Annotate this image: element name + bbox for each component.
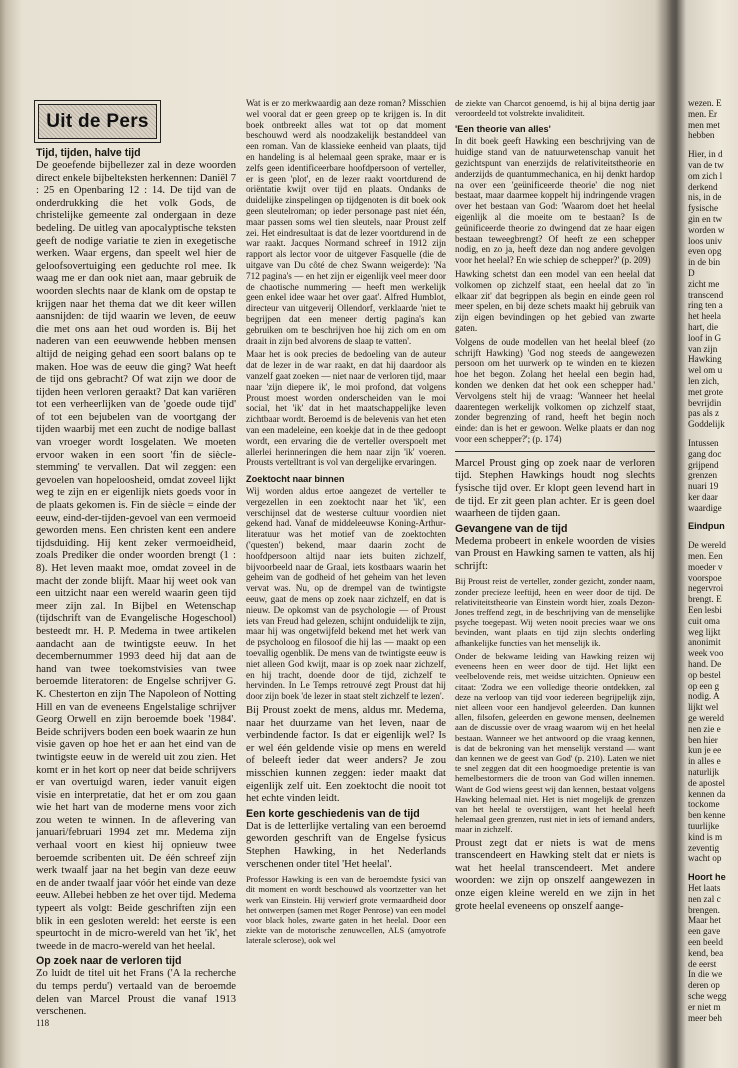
quote-paragraph: Professor Hawking is een van de beroemdste fysici van dit moment en wordt beschouwd als voortzetter van het werk van Einstein. Hij verwierf grote vermaardheid door het ontwerpen (samen met Roger Penrose) van een model voor black holes, zwarte gaten in het heelal. Door een ziekte van de motorische zenuwcellen, ALS (amyotrofe laterale sclerose), ook wel	[246, 874, 446, 946]
paragraph: Wij worden aldus ertoe aangezet de verteller te vergezellen in een zoektocht naar het 'ik', een verschijnsel dat de westerse cultuur voordien niet gekend had. Vanaf de middeleeuwse Koning-Arthur-literatuur was het motief van de zoektochten ('questen') bekend, maar daarin zocht de hoofdpersoon altijd naar iets buiten zichzelf, bijvoorbeeld naar de Graal, iets kostbaars waarin het geheim van de godheid of het geheim van het leven vervat was. Nu, op de drempel van de twintigste eeuw, gaat de mens op zoek naar zichzelf, en dat is nieuw. De opkomst van de psychologie — of Proust iets van Freud had gelezen, schijnt onduidelijk te zijn, maar hij was ongetwijfeld bekend met het werk van de psycholoog en filosoof die hij las — maakt op een toevallig ogenblik. De mens van de twintigste eeuw is niet alleen God kwijt, maar is op zoek naar zichzelf, en hij tracht, doende door de tijd, zichzelf te hervinden. In Le Temps retrouvé zegt Proust dat hij door zijn boek 'de lezer in staat stelt zichzelf te lezen'.	[246, 486, 446, 702]
paragraph: Maar het is ook precies de bedoeling van de auteur dat de lezer in de war raakt, en dat hij daardoor als vanzelf gaat zoeken — niet naar de verloren tijd, maar naar 'zijn diepere ik', le moi profond, dat volgens Proust moest worden onderscheiden van le moi social, het 'ik' dat in het maatschappelijke leven zichtbaar wordt. Beroemd is de belevenis van het eten van een madeleine, een koekje dat in de thee gedoopt wordt, een ervaring die de verteller overspoelt met allerlei herinneringen die hem naar zijn 'ik' voeren. Prousts vertelltrant is vol van dergelijke ervaringen.	[246, 349, 446, 468]
page-fold-shadow	[658, 0, 688, 1068]
cropped-line: week voo	[688, 648, 724, 659]
divider	[455, 451, 655, 452]
cropped-line: met grote	[688, 386, 723, 397]
cropped-line: men met	[688, 119, 720, 130]
cropped-line: Het laats	[688, 882, 721, 893]
paragraph: In dit boek geeft Hawking een beschrijving van de huidige stand van de natuurwetenschap vanuit het gezichtspunt van enerzijds de relativiteitstheorie en anderzijds de quantummechanica, en hij denkt hardop na over een 'geünificeerde theorie' die nog niet bestaat, maar daarmee koppelt hij indringende vragen over het bestaan van God: 'Waarom doet het heelal eigenlijk al die moeite om te bestaan? Is de geünificeerde theorie zo dwingend dat ze haar eigen bestaan teweegbrengt? Of heeft ze een schepper nodig, en zo ja, heeft deze dan nog andere gevolgen voor het heelal? En wie schiep de schepper?' (p. 209)	[455, 136, 655, 266]
cropped-line: op bestel	[688, 669, 721, 680]
paragraph: Bij Proust zoekt de mens, aldus mr. Medema, naar het duurzame van het leven, naar de verbindende factor. Is dat er eigenlijk wel? Is er wel één geldende visie op mens en wereld of beleeft ieder dat weer anders? Je zou misschien kunnen zeggen: ieder maakt dat eigenlijk zelf uit. Een zoektocht die nooit tot het echte vinden leidt.	[246, 705, 446, 805]
cropped-line: zicht me	[688, 278, 720, 289]
paragraph: Marcel Proust ging op zoek naar de verloren tijd. Stephen Hawkings houdt nog slechts fysische tijd over. Er klopt geen levend hart in de tijd. Er zit geen plan achter. Er is geen doel waarheen de tijden gaan.	[455, 457, 655, 520]
cropped-line: ben hier	[688, 734, 718, 745]
cropped-line: bevrijdin	[688, 397, 722, 408]
cropped-line: voorspoe	[688, 572, 722, 583]
cropped-line: D	[688, 267, 695, 278]
cropped-line: de apostel	[688, 777, 725, 788]
section-heading: 'Een theorie van alles'	[455, 124, 551, 135]
cropped-line: Hawking	[688, 354, 722, 365]
paragraph: Medema probeert in enkele woorden de visies van Proust en Hawking samen te vatten, als hij schrijft:	[455, 535, 655, 572]
column-3	[455, 98, 655, 916]
cropped-line: men. Er	[688, 108, 718, 119]
page-number: 118	[36, 1018, 50, 1028]
cropped-line: gin en tw	[688, 213, 723, 224]
cropped-line: wel om u	[688, 365, 723, 376]
cropped-line: om zich l	[688, 170, 723, 181]
cropped-line: wezen. E	[688, 98, 722, 108]
cropped-line: hand. De	[688, 659, 722, 670]
paragraph: Wat is er zo merkwaardig aan deze roman? Misschien wel vooral dat er geen greep op te krijgen is. In dit boek ontbreekt alles wat tot op dat moment beschouwd werd als noodzakelijk bestanddeel van een roman. Van de klassieke eenheid van plaats, tijd en handeling is al helemaal geen sprake, maar er is zelfs geen identificeerbare hoofdpersoon of verteller, er is geen 'plot', en de lezer raakt voortdurend de oriëntatie kwijt over tijd en plaats. Ondanks de duidelijke zinspelingen op tijdgenoten is dit boek ook geen sleutelroman; op ieder personage past niet één, maar passen soms wel tien sleutels, naar Proust zelf zei. Het eindresultaat is dat de lezer voortdurend in de war raakt. Jacques Normand schreef in 1912 zijn rapport als lector voor de uitgever Fasquelle (die de uitgave van Du côté de chez Swann weigerde): 'Na 712 pagina's — en het zijn er eigenlijk veel meer door de chaotische nummering — heeft men werkelijk geen enkel idee waar het over gaat'. Alfred Humblot, directeur van uitgeverij Ollendorf, verklaarde 'niet te begrijpen dat een meneer dertig pagina's kan gebruiken om te beschrijven hoe hij zich om en om draait in zijn bed alvorens de slaap te vatten'.	[246, 98, 446, 346]
column-4-cropped	[688, 98, 738, 1023]
paragraph: De geoefende bijbellezer zal in deze woorden direct enkele bijbelteksten herkennen: Daniël 7 : 25 en Openbaring 12 : 14. De tijd van de onderdrukking die het volk Gods, de christelijke gemeente zal ondergaan in deze bedeling. De uitleg van apocalyptische teksten geeft de nodige variatie te zien in exegetische werken. Waar ergens, dan speelt wel hier de geloofsovertuiging een geduchte rol mee. Ik waag me er dan ook niet aan, maar gebruik de woorden slechts naar de klank om de opstap te krijgen naar het thema dat we dit keer willen aansnijden: de tijd waarin we leven, de eeuw die met ons aan het oud worden is. Bij het naderen van een eeuwwende hebben mensen altijd de neiging gehad een soort balans op te maken. Hoe was de eeuw die ging? Wat heeft de tijd ons gebracht? Of wat zijn we door de tijden heen verloren geraakt? Dat kan variëren tot een verheerlijken van de 'goede oude tijd' of tot een bejubelen van de voortgang der tijden waarbij met een zucht de nodige ballast van vroeger wordt losgelaten. We moeten ervoor waken in een soort 'fin de siècle-stemming' te vervallen. Dat wil zeggen: een gevoelen van hopeloosheid, omdat zoveel lijkt weg te zijn en er eigenlijk niets goeds voor in de plaats gekomen is. Fin de siècle = einde der eeuw, eind-der-tijden-gevoel van een vermoeid geworden mens. Een christen kent een andere tijdsduiding. Hij kent zeker vermoeidheid, zoals Prediker die onder woorden brengt (1 : 8). Het leven maakt moe, omdat zoveel in de macht der zonde blijft. Maar hij weet ook van een uitzicht naar een wereld waarin geen tijd meer zijn zal. In Bijbel en Wetenschap (tijdschrift van de Evangelische Hogeschool) besteedt mr. H. P. Medema in twee artikelen aandacht aan de twintigste eeuw. In het decembernummer 1993 deed hij dat aan de hand van twee toekomstvisies van twee beroemde literatoren: de Engelse schrijver G. K. Chesterton en zijn The Napoleon of Notting Hill en van de eveneens Engelstalige schrijver Georg Orwell en zijn beroemde boek '1984'. Beide schrijvers boden een boek waarin ze hun visie gaven op hoe het er aan het eind van de twintigste eeuw in de wereld uit zou zien. Het komt er in het kort op neer dat beide schrijvers er van overtuigd waren, ieder vanuit eigen visie en interpretatie, dat het er om zou gaan wie het hart van de moderne mens voor zich zou weten te winnen. In de aflevering van januari/februari 1994 zet mr. Medema zijn verhaal voort en kiest hij opnieuw twee beroemde scribenten uit. De één schreef zijn werk twaalf jaar na het begin van deze eeuw en de ander twaalf jaar vóór het einde van deze eeuw. Allebei hebben ze het over tijd. Medema typeert als volgt: Beide geschriften zijn een blik in een gesloten wereld: het eerste is een speurtocht in de micro-wereld van het 'ik', het tweede in de macro-wereld van het heelal.	[36, 160, 236, 952]
cropped-line: loof in G	[688, 332, 722, 343]
cropped-line: waardige	[688, 502, 722, 513]
cropped-line: Een lesbi	[688, 605, 722, 616]
cropped-line: Intussen	[688, 437, 719, 448]
cropped-line: nen zal c	[688, 893, 721, 904]
cropped-line: een gave	[688, 926, 721, 937]
cropped-line: kind is m	[688, 831, 723, 842]
cropped-line: deren op	[688, 980, 720, 991]
cropped-line: Hoort he	[688, 872, 726, 883]
cropped-line: wacht op	[688, 853, 722, 864]
cropped-line: op een g	[688, 680, 720, 691]
cropped-line: De wereld	[688, 540, 727, 551]
section-heading: Op zoek naar de verloren tijd	[36, 955, 182, 968]
cropped-line: even opg	[688, 246, 722, 257]
cropped-line: hebben	[688, 130, 715, 141]
paragraph: Hawking schetst dan een model van een heelal dat volkomen op zichzelf staat, een heelal dat zo 'in elkaar zit' dat begrippen als begin en einde geen rol meer spelen, en bij deze schets maakt hij gebruik van zijn eigen bevindingen op het gebied van zwarte gaten.	[455, 268, 655, 333]
cropped-line	[688, 141, 738, 149]
quote-paragraph: de ziekte van Charcot genoemd, is hij al bijna dertig jaar veroordeeld tot volstrekte invaliditeit.	[455, 98, 655, 119]
cropped-line: een beeld	[688, 936, 723, 947]
cropped-line: transcend	[688, 289, 724, 300]
paragraph: Volgens de oude modellen van het heelal bleef (zo schrijft Hawking) 'God nog steeds de aangewezen persoon om het uurwerk op te winden en te kiezen hoe het begon. Zolang het heelal een begin had, konden we denken dat het ook een schepper had.' Vervolgens stelt hij de vraag: 'Wanneer het heelal daarentegen werkelijk volkomen op zichzelf staat, zonder begrenzing of rand, heeft het begin noch einde: dan is het er gewoon. Welke plaats er dan nog voor een schepper?'; (p. 174)	[455, 336, 655, 444]
article-heading: Tijd, tijden, halve tijd	[36, 147, 141, 159]
cropped-line: brengt. E	[688, 594, 722, 605]
cropped-line: gang doc	[688, 448, 722, 459]
cropped-line: moeder v	[688, 561, 723, 572]
quote-paragraph: Onder de bekwame leiding van Hawking reizen wij eveneens heen en weer door de tijd. Het lijkt een veelbelovende reis, met weidse uitzichten. Opnieuw een citaat: 'Zodra we een volledige theorie ontdekken, zal deze na verloop van tijd voor iedereen begrijpelijk zijn, niet alleen voor een handjevol geleerden. Dan kunnen allen, filsofen, geleerden en gewone mensen, deelnemen aan de discussie over de vraag waarom wij en het heelal bestaan. Wanneer we het antwoord op die vraag kennen, is dat de bekroning van het menselijk verstand — want dan kennen we de geest van God' (p. 210). Laten we niet te snel zeggen dat dit een hoogmoedige pretentie is van hemelbestormers die de troon van God willen innemen. Want de God wiens geest wij dan kennen, bestaat volgens Hawking helemaal niet. Het is niet mogelijk de grenzen van het heelal te overstijgen, want het heelal heeft helemaal geen grenzen, rust niet in iets of iemand anders, maar in zichzelf.	[455, 650, 655, 835]
cropped-line: worden w	[688, 224, 725, 235]
cropped-line: ring ten a	[688, 300, 723, 311]
cropped-line: derkend	[688, 181, 718, 192]
logo-text: Uit de Pers	[38, 104, 157, 139]
cropped-line: grijpend	[688, 459, 719, 470]
quote-paragraph: Bij Proust reist de verteller, zonder gezicht, zonder naam, zonder precieze leeftijd, heen en weer door de tijd. De relativiteitstheorie van Einstein wordt hier, zoals Dezon-Jones treffend zegt, in de beschrijving van de menselijke psyche toegepast. Wij weten nooit precies waar we ons bevinden, want plaats en tijd zijn slechts onderling afhankelijke functies van het menselijk ik.	[455, 576, 655, 648]
cropped-line: In die we	[688, 969, 723, 980]
cropped-line: ge wereld	[688, 713, 724, 724]
cropped-line: tockome	[688, 799, 720, 810]
cropped-line: ker daar	[688, 491, 718, 502]
cropped-line: kennen da	[688, 788, 726, 799]
cropped-line	[688, 864, 738, 872]
cropped-line: nen zie e	[688, 723, 721, 734]
cropped-line: van zijn	[688, 343, 718, 354]
section-heading: Een korte geschiedenis van de tijd	[246, 807, 420, 820]
cropped-line: loos univ	[688, 235, 722, 246]
cropped-line: negervroi	[688, 583, 724, 594]
cropped-line: sche wegg	[688, 990, 727, 1001]
cropped-line: nodig. A	[688, 691, 720, 702]
column-1	[36, 98, 236, 1022]
cropped-line	[688, 513, 738, 521]
cropped-line: in de bin	[688, 257, 721, 268]
cropped-line: hart, die	[688, 321, 719, 332]
cropped-line: kun je ee	[688, 745, 722, 756]
section-heading: Gevangene van de tijd	[455, 522, 568, 535]
cropped-line: fysische	[688, 203, 719, 214]
cropped-line: men. Een	[688, 551, 723, 562]
paragraph: Dat is de letterlijke vertaling van een beroemd geworden geschrift van de Engelse fysicus Stephen Hawking, in het Nederlands verschenen onder titel 'Het heelal'.	[246, 820, 446, 870]
cropped-line: cuit oma	[688, 615, 720, 626]
cropped-line: Eindpun	[688, 521, 725, 532]
column-2	[246, 98, 446, 949]
cropped-line: pas als z	[688, 408, 720, 419]
logo-spacer	[36, 98, 236, 148]
cropped-line: nis, in de	[688, 192, 722, 203]
cropped-line: in alles e	[688, 756, 721, 767]
cropped-line: ben kenne	[688, 810, 726, 821]
cropped-line: van de tw	[688, 159, 724, 170]
cropped-line: de eerst	[688, 958, 717, 969]
cropped-line: kend, bea	[688, 947, 724, 958]
cropped-line: weg lijkt	[688, 626, 721, 637]
cropped-line: nuari 19	[688, 481, 719, 492]
cropped-line: tuurlijke	[688, 821, 720, 831]
cropped-line: Goddelijk	[688, 419, 725, 430]
cropped-line: naturlijk	[688, 767, 720, 778]
cropped-line: er niet m	[688, 1001, 721, 1012]
cropped-line: Maar het	[688, 915, 721, 926]
cropped-line: meer beh	[688, 1012, 722, 1023]
paragraph: Proust zegt dat er niets is wat de mens transcendeert en Hawking stelt dat er niets is wat het heelal transcendeert. Met andere woorden: we zijn op onszelf aangewezen in onze eigen kleine wereld en we zijn in het grote heelal eveneens op onszelf aange-	[455, 837, 655, 912]
cropped-line: lijkt wel	[688, 702, 719, 713]
cropped-line	[688, 430, 738, 438]
cropped-line: len zich,	[688, 375, 720, 386]
cropped-line: zeventig	[688, 842, 720, 853]
section-heading: Zoektocht naar binnen	[246, 474, 345, 485]
cropped-line: brengen.	[688, 904, 720, 915]
cropped-line: grenzen	[688, 470, 718, 481]
cropped-line: anonimit	[688, 637, 721, 648]
paragraph: Zo luidt de titel uit het Frans ('A la recherche du temps perdu') vertaald van de beroemde delen van Marcel Proust die vanaf 1913 verschenen.	[36, 968, 236, 1018]
cropped-line: het heela	[688, 311, 721, 322]
cropped-line: Hier, in d	[688, 149, 723, 160]
cropped-line	[688, 532, 738, 540]
